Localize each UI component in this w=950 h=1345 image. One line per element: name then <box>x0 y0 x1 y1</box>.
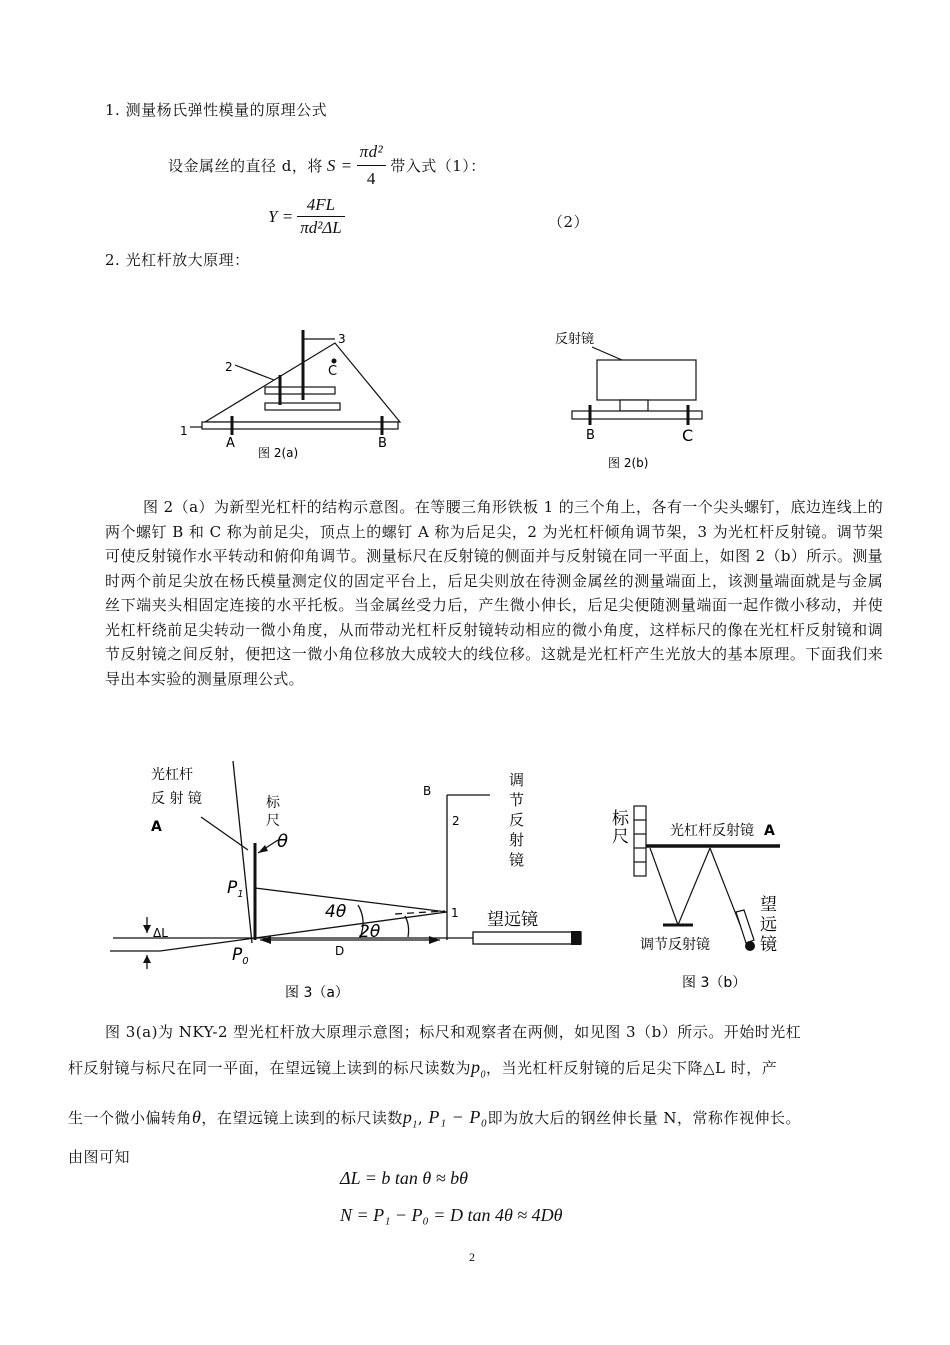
theta-arrowhead <box>258 845 268 853</box>
p1-label: $P_1$ <box>227 878 244 900</box>
adj-mirror-char-3: 射 <box>509 831 525 849</box>
p1-inline: $p_1$ <box>402 1107 418 1131</box>
fig3b-caption: 图 3（b） <box>682 975 747 991</box>
figure-3a <box>105 755 590 1005</box>
fig3b-ruler-label-2: 尺 <box>612 827 629 847</box>
adjust-base-lower <box>265 403 340 410</box>
fig2a-caption: 图 2(a) <box>258 446 299 460</box>
adj-mirror-char-1: 节 <box>509 791 525 809</box>
distance-d-label: D <box>335 944 345 958</box>
figure-2b <box>550 325 720 475</box>
adjust-base-upper <box>265 387 335 394</box>
fig3b-telescope-eyepiece <box>745 941 755 951</box>
paragraph-1: 图 2（a）为新型光杠杆的结构示意图。在等腰三角形铁板 1 的三个角上，各有一个尖头螺钉，底边连线上的两个螺钉 B 和 C 称为前足尖，顶点上的螺钉 A 称为后足尖，2 为光杠杆倾角调节架，3 为光杠杆反射镜。调节架可使反射镜作水平转动和俯仰角调节。测量标尺在反射镜的侧面并与反射镜在同一平面上，如图 2（b）所示。测量时两个前足尖放在杨氏模量测定仪的固定平台上，后足尖则放在待测金属丝的测量端面上，该测量端面就是与金属丝下端夹头相固定连接的水平托板。当金属丝受力后，产生微小伸长，后足尖便随测量端面一起作微小移动，并使光杠杆绕前足尖转动一微小角度，从而带动光杠杆反射镜转动相应的微小角度，这样标尺的像在光杠杆反射镜和调节反射镜之间反射，便把这一微小角位移放大成较大的线位移。这就是光杠杆产生光放大的基本原理。下面我们来导出本实验的测量原理公式。 <box>105 498 883 688</box>
adj-mirror-char-2: 反 <box>509 811 525 829</box>
s-numerator: πd² <box>357 140 387 166</box>
telescope-eyepiece <box>571 931 581 945</box>
four-theta-label: 4θ <box>325 902 347 922</box>
lever-label-line2: 反 射 镜 <box>151 791 202 807</box>
equation-number: （2） <box>548 213 590 231</box>
delta-l-arrowhead-up <box>143 955 151 963</box>
paragraph-2-line-1: 图 3(a)为 NKY-2 型光杠杆放大原理示意图；标尺和观察者在两侧，如见图 3（b）所示。开始时光杠 <box>105 1023 802 1041</box>
fig3b-ruler-label-1: 标 <box>612 809 629 829</box>
paragraph-2-line-4: 由图可知 <box>68 1148 131 1166</box>
telescope-body <box>473 932 581 944</box>
figure-3b <box>608 790 808 1000</box>
delta-l-label: ΔL <box>153 926 168 940</box>
angle-arc-2theta <box>405 916 409 937</box>
fig3b-ray-2 <box>678 848 710 925</box>
adj-mirror-char-0: 调 <box>509 771 525 789</box>
d-arrowhead-right <box>429 936 440 944</box>
theta-label: θ <box>277 831 289 852</box>
two-theta-label: 2θ <box>359 922 381 942</box>
ruler-label-1: 标 <box>266 795 280 811</box>
paragraph-2-line-3: 生一个微小偏转角θ，在望远镜上读到的标尺读数$p_1$, P₁ − P₀即为放大后的钢丝伸长量 N，常称作视伸长。 <box>68 1107 801 1131</box>
fig2b-mirror-base <box>620 400 648 411</box>
y-denominator: πd²ΔL <box>300 218 342 237</box>
y-numerator: 4FL <box>297 195 345 217</box>
screw-c-dot <box>332 359 337 364</box>
figure-2a <box>170 325 420 465</box>
young-modulus-equation <box>268 195 345 238</box>
fig2a-label-a: A <box>226 436 235 451</box>
fig3b-mirror-a: A <box>764 823 775 839</box>
fig2a-label-b: B <box>378 436 387 451</box>
y-lhs: Y = <box>268 206 294 226</box>
section2-heading: 2. 光杠杆放大原理： <box>105 251 250 269</box>
delta-l-arrowhead-down <box>143 925 151 933</box>
paragraph-2-line-3-a: 生一个微小偏转角 <box>68 1109 193 1127</box>
p0-inline: $p_0$ <box>471 1057 487 1081</box>
ray-lower <box>255 912 447 938</box>
label-b: B <box>423 784 432 798</box>
y-fraction <box>297 195 345 238</box>
fig3b-ray-1 <box>650 848 678 925</box>
fig2a-label-3: 3 <box>338 332 346 346</box>
fig2b-mirror <box>597 360 696 400</box>
fig3b-telescope-body <box>736 910 754 943</box>
p0-label: $P_0$ <box>232 945 249 967</box>
s-fraction <box>357 140 387 191</box>
fig3b-mirror-label: 光杠杆反射镜 <box>670 823 754 839</box>
paragraph-2-line-2-b: ，当光杠杆反射镜的后足尖下降△L 时，产 <box>486 1059 778 1077</box>
lever-label-a: A <box>151 819 162 835</box>
paragraph-2-line-3-b: ，在望远镜上读到的标尺读数 <box>201 1109 403 1127</box>
fig2a-label-2: 2 <box>225 360 233 374</box>
telescope-label: 望远镜 <box>487 910 538 930</box>
fig3b-adjust-mirror-label: 调节反射镜 <box>640 937 710 953</box>
paragraph-2-line-3-c: 即为放大后的钢丝伸长量 N，常称作视伸长。 <box>487 1109 801 1127</box>
fig3a-caption: 图 3（a） <box>285 985 349 1001</box>
fig2b-mirror-label: 反射镜 <box>555 332 595 347</box>
label-1: 1 <box>451 906 459 920</box>
ray-upper <box>255 888 447 912</box>
paragraph-2-line-2 <box>68 1055 777 1088</box>
fig2a-label-c: C <box>328 364 338 379</box>
ruler-label-2: 尺 <box>266 813 280 829</box>
diameter-line-suffix: 带入式（1）： <box>390 156 486 175</box>
equation-n: N = P₁ − P₀ = D tan 4θ ≈ 4Dθ <box>340 1205 563 1225</box>
lever-label-line1: 光杠杆 <box>151 767 193 783</box>
fig3b-ruler <box>634 806 646 876</box>
diameter-line-prefix: 设金属丝的直径 d，将 <box>168 156 323 175</box>
section1-heading: 1. 测量杨氏弹性模量的原理公式 <box>105 101 328 119</box>
diameter-line <box>168 140 486 191</box>
fig2b-caption: 图 2(b) <box>608 456 649 470</box>
s-denominator: 4 <box>366 169 376 188</box>
label-2: 2 <box>452 814 460 828</box>
adj-mirror-char-4: 镜 <box>509 851 525 869</box>
fig2b-label-c: C <box>682 426 694 445</box>
p1-minus-p0-inline: P₁ − P₀ <box>428 1107 488 1127</box>
fig3b-telescope-char-0: 望 <box>760 895 777 915</box>
paragraph-2-line-2-a: 杆反射镜与标尺在同一平面，在望远镜上读到的标尺读数为 <box>68 1059 472 1077</box>
fig2a-label-1: 1 <box>180 424 188 438</box>
lever-mirror-line <box>233 761 252 943</box>
page-number: 2 <box>469 1250 475 1264</box>
fig2b-label-b: B <box>586 428 595 443</box>
theta-inline: θ <box>192 1107 202 1127</box>
s-lhs: S = <box>326 155 353 175</box>
leader-2 <box>235 365 274 380</box>
equation-delta-l: ΔL = b tan θ ≈ bθ <box>340 1168 468 1188</box>
fig2b-leader <box>592 347 622 360</box>
fig3b-telescope-char-2: 镜 <box>760 935 777 955</box>
fig3b-telescope-char-1: 远 <box>760 915 777 935</box>
